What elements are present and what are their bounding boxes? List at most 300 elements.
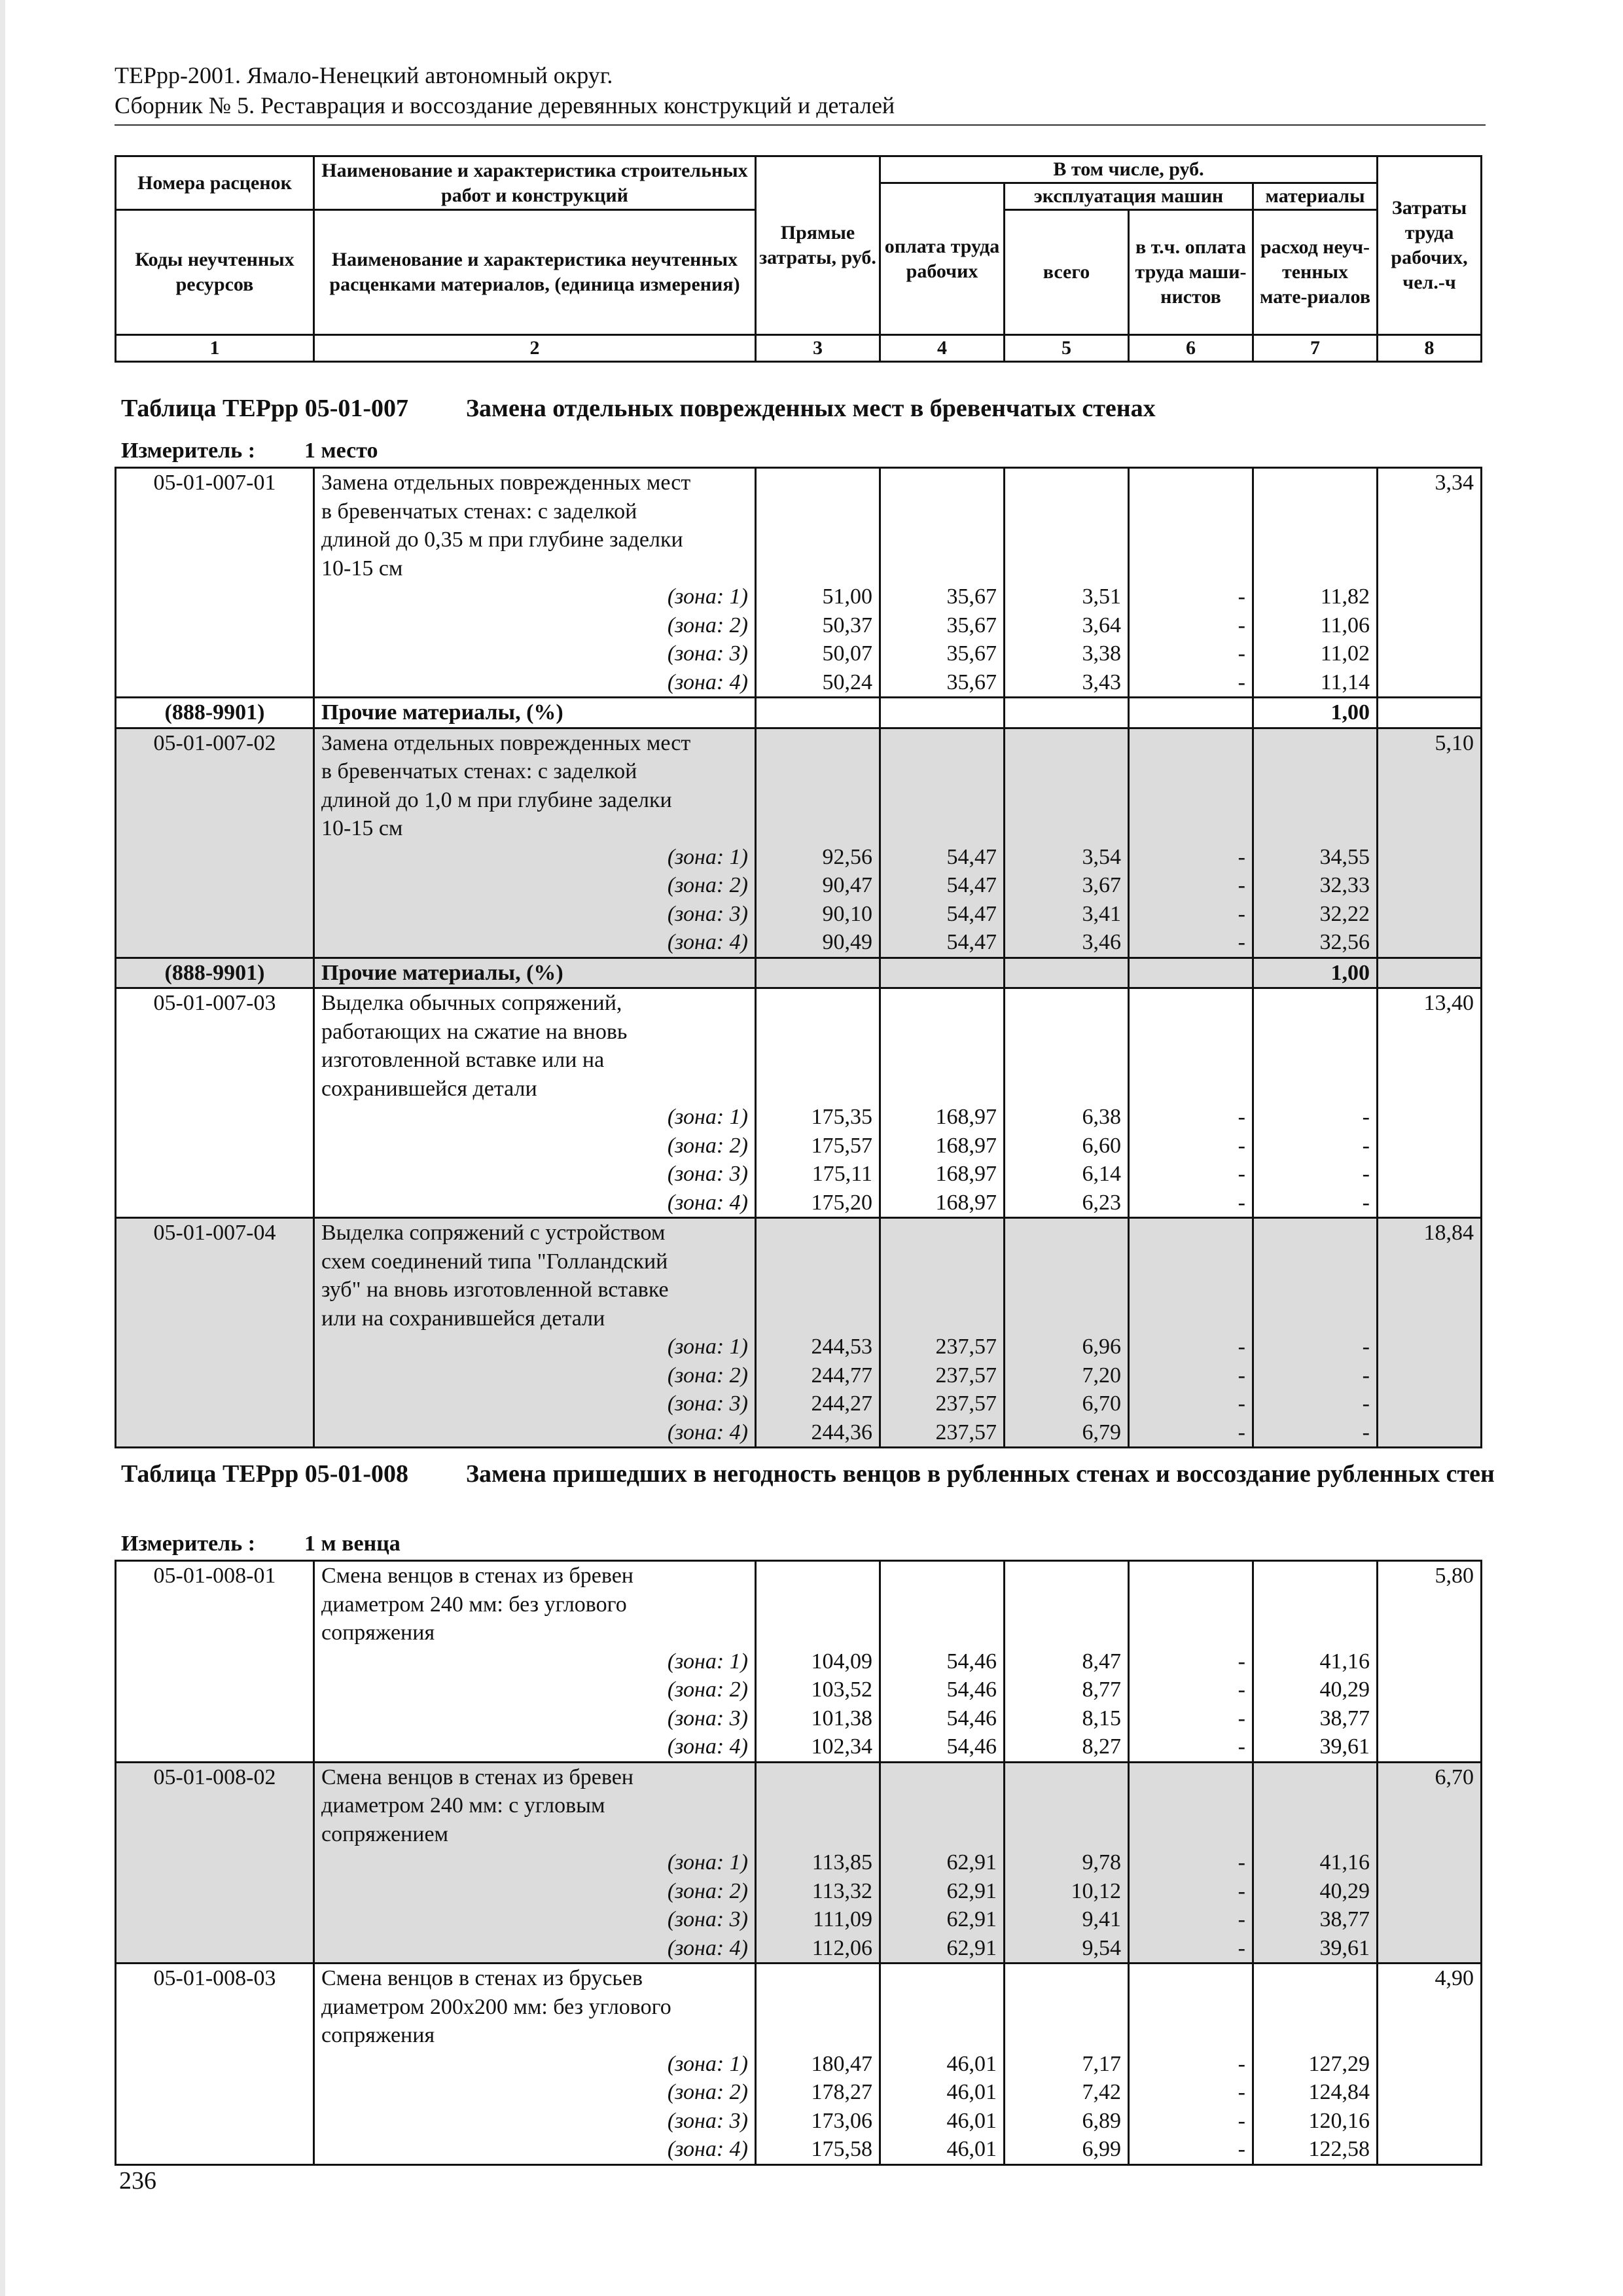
zone-direct-value: 50,24 (822, 670, 872, 694)
zone-direct-value: 175,20 (811, 1190, 872, 1215)
zone-wage-value: 35,67 (946, 670, 997, 694)
header-col-num-5: 5 (1005, 335, 1129, 362)
zone-label: (зона: 4) (667, 670, 748, 694)
labor-value: 18,84 (1423, 1221, 1474, 1245)
spacer (1012, 729, 1121, 843)
zone-direct-value: 175,11 (812, 1162, 872, 1186)
zone-mat-value: 38,77 (1319, 1907, 1370, 1931)
zone-mach-value: 3,67 (1082, 873, 1121, 897)
zone-label: (зона: 2) (667, 2080, 748, 2104)
zone-label: (зона: 2) (667, 1133, 748, 1158)
page-number: 236 (119, 2167, 156, 2195)
zone-label: (зона: 1) (667, 1105, 748, 1129)
rate-code-cell (116, 728, 314, 958)
description-line: сопряжения (321, 1621, 435, 1645)
rate-labor-cell (1378, 1218, 1482, 1448)
zone-direct-value: 244,36 (811, 1420, 872, 1444)
spacer (1012, 469, 1121, 583)
description-line: диаметром 200х200 мм: без углового (321, 1994, 671, 2019)
table-name: Замена отдельных поврежденных мест в бревенчатых стенах (466, 395, 1156, 422)
zone-mat-value: - (1362, 1190, 1370, 1215)
header-col-num-1: 1 (116, 335, 314, 362)
material-value: 1,00 (1330, 960, 1370, 985)
rate-code-cell (116, 1561, 314, 1763)
description-line: Смена венцов в стенах из брусьев (321, 1966, 643, 1990)
zone-mach-value: 9,41 (1082, 1907, 1121, 1931)
rate-description-cell (314, 1561, 756, 1763)
zone-mat-value: 34,55 (1319, 844, 1370, 869)
spacer (887, 1562, 997, 1647)
description-line: в бревенчатых стенах: с заделкой (321, 759, 637, 783)
rate-table (115, 467, 1482, 1448)
spacer (763, 729, 872, 843)
rate-mach-cell (1005, 988, 1129, 1218)
rate-direct-cell (756, 728, 880, 958)
spacer (1136, 1964, 1245, 2050)
zone-mat-value: - (1362, 1420, 1370, 1444)
zone-mach-value: 8,47 (1082, 1649, 1121, 1674)
zone-wage-value: 62,91 (946, 1878, 997, 1903)
zone-mwage-value: - (1238, 2051, 1245, 2076)
header-including: В том числе, руб. (880, 156, 1378, 183)
zone-mwage-value: - (1238, 1935, 1245, 1960)
zone-mat-value: 39,61 (1319, 1734, 1370, 1759)
rate-description-cell (314, 1762, 756, 1964)
zone-direct-value: 244,53 (811, 1335, 872, 1359)
zone-mach-value: 3,51 (1082, 584, 1121, 609)
zone-direct-value: 51,00 (822, 584, 872, 609)
rate-mwage-cell (1129, 1218, 1253, 1448)
zone-mach-value: 3,46 (1082, 930, 1121, 954)
zone-label: (зона: 1) (667, 2051, 748, 2076)
zone-mach-value: 6,89 (1082, 2108, 1121, 2133)
page-edge-shadow (0, 0, 5, 2296)
rate-wage-cell (880, 1964, 1005, 2165)
description-line: работающих на сжатие на вновь (321, 1019, 628, 1044)
measure-label: Измеритель : (121, 439, 256, 463)
zone-wage-value: 237,57 (935, 1363, 997, 1388)
zone-direct-value: 90,49 (822, 930, 872, 954)
empty-cell (1129, 958, 1253, 988)
material-name-cell (314, 698, 756, 728)
zone-mat-value: 124,84 (1308, 2080, 1370, 2104)
running-header (115, 60, 895, 120)
spacer (887, 1219, 997, 1333)
zone-mwage-value: - (1238, 1649, 1245, 1674)
rate-direct-cell (756, 1218, 880, 1448)
zone-mach-value: 6,60 (1082, 1133, 1121, 1158)
description-line: Смена венцов в стенах из бревен (321, 1765, 633, 1789)
zone-direct-value: 113,85 (812, 1850, 872, 1874)
rate-mach-cell (1005, 468, 1129, 698)
spacer (1012, 1964, 1121, 2050)
spacer (1260, 1219, 1370, 1333)
spacer (1136, 1763, 1245, 1849)
spacer (887, 729, 997, 843)
unaccounted-material-row (116, 958, 1482, 988)
zone-direct-value: 103,52 (811, 1677, 872, 1702)
zone-wage-value: 237,57 (935, 1420, 997, 1444)
column-header-table (115, 155, 1482, 363)
spacer (763, 1763, 872, 1849)
zone-mach-value: 6,38 (1082, 1105, 1121, 1129)
zone-wage-value: 54,46 (946, 1649, 997, 1674)
zone-wage-value: 168,97 (935, 1105, 997, 1129)
spacer (1012, 989, 1121, 1103)
spacer (1136, 989, 1245, 1103)
zone-wage-value: 168,97 (935, 1133, 997, 1158)
zone-direct-value: 111,09 (813, 1907, 872, 1931)
rate-labor-cell (1378, 1762, 1482, 1964)
zone-mwage-value: - (1238, 1420, 1245, 1444)
rate-code-cell (116, 988, 314, 1218)
rate-row (116, 1561, 1482, 1763)
spacer (1136, 1219, 1245, 1333)
rate-wage-cell (880, 988, 1005, 1218)
material-name-cell (314, 958, 756, 988)
zone-mwage-value: - (1238, 1105, 1245, 1129)
header-material-consumption: расход неуч-тенных мате-риалов (1253, 210, 1378, 335)
spacer (1260, 469, 1370, 583)
rate-mach-cell (1005, 1561, 1129, 1763)
zone-wage-value: 54,47 (946, 901, 997, 926)
rate-direct-cell (756, 1561, 880, 1763)
zone-mach-value: 3,54 (1082, 844, 1121, 869)
spacer (763, 1219, 872, 1333)
description-line: изготовленной вставке или на (321, 1048, 605, 1072)
empty-cell (1378, 958, 1482, 988)
table-code: Таблица ТЕРрр 05-01-007 (121, 395, 409, 422)
zone-wage-value: 35,67 (946, 584, 997, 609)
zone-mwage-value: - (1238, 670, 1245, 694)
zone-mat-value: 41,16 (1319, 1850, 1370, 1874)
zone-direct-value: 90,10 (822, 901, 872, 926)
zone-direct-value: 90,47 (822, 873, 872, 897)
material-value: 1,00 (1330, 700, 1370, 725)
zone-label: (зона: 1) (667, 1850, 748, 1874)
spacer (1260, 1763, 1370, 1849)
rate-description-cell (314, 988, 756, 1218)
spacer (887, 989, 997, 1103)
rate-mat-cell (1253, 1762, 1378, 1964)
rate-wage-cell (880, 1218, 1005, 1448)
zone-label: (зона: 4) (667, 1734, 748, 1759)
spacer (1260, 1964, 1370, 2050)
zone-direct-value: 50,07 (822, 641, 872, 666)
rate-row (116, 988, 1482, 1218)
description-line: Замена отдельных поврежденных мест (321, 471, 691, 495)
zone-wage-value: 62,91 (946, 1935, 997, 1960)
zone-label: (зона: 3) (667, 641, 748, 666)
zone-mat-value: 11,14 (1320, 670, 1370, 694)
zone-mwage-value: - (1238, 1677, 1245, 1702)
zone-mat-value: - (1362, 1105, 1370, 1129)
zone-wage-value: 46,01 (946, 2137, 997, 2161)
zone-mat-value: 40,29 (1319, 1677, 1370, 1702)
zone-mat-value: 11,02 (1320, 641, 1370, 666)
empty-cell (1005, 958, 1129, 988)
rate-wage-cell (880, 1561, 1005, 1763)
rate-mwage-cell (1129, 1561, 1253, 1763)
rate-labor-cell (1378, 468, 1482, 698)
zone-mat-value: 122,58 (1308, 2137, 1370, 2161)
spacer (1012, 1562, 1121, 1647)
zone-mwage-value: - (1238, 1706, 1245, 1731)
labor-value: 5,80 (1435, 1564, 1474, 1588)
zone-wage-value: 35,67 (946, 613, 997, 637)
labor-value: 3,34 (1435, 471, 1474, 495)
header-col-num-4: 4 (880, 335, 1005, 362)
zone-label: (зона: 3) (667, 2108, 748, 2133)
empty-cell (880, 698, 1005, 728)
measure-value: 1 место (304, 439, 378, 463)
empty-cell (756, 698, 880, 728)
spacer (1136, 1562, 1245, 1647)
labor-value: 5,10 (1435, 730, 1474, 755)
zone-wage-value: 46,01 (946, 2051, 997, 2076)
spacer (1012, 1219, 1121, 1333)
zone-label: (зона: 4) (667, 1190, 748, 1215)
zone-wage-value: 46,01 (946, 2080, 997, 2104)
rate-mat-cell (1253, 988, 1378, 1218)
description-line: сохранившейся детали (321, 1076, 537, 1101)
rate-mwage-cell (1129, 1964, 1253, 2165)
zone-direct-value: 112,06 (812, 1935, 872, 1960)
zone-mach-value: 7,17 (1082, 2051, 1121, 2076)
header-col-num-8: 8 (1378, 335, 1482, 362)
rate-mwage-cell (1129, 728, 1253, 958)
zone-mat-value: 41,16 (1319, 1649, 1370, 1674)
rate-direct-cell (756, 988, 880, 1218)
zone-label: (зона: 3) (667, 1706, 748, 1731)
rate-mach-cell (1005, 728, 1129, 958)
spacer (763, 1964, 872, 2050)
rate-code: 05-01-007-04 (153, 1221, 276, 1245)
zone-mat-value: - (1362, 1335, 1370, 1359)
rate-description-cell (314, 468, 756, 698)
labor-value: 4,90 (1435, 1966, 1474, 1990)
zone-label: (зона: 2) (667, 613, 748, 637)
rate-direct-cell (756, 468, 880, 698)
description-line: сопряжением (321, 1821, 449, 1846)
description-line: в бревенчатых стенах: с заделкой (321, 499, 637, 524)
rate-labor-cell (1378, 1964, 1482, 2165)
zone-mach-value: 6,14 (1082, 1162, 1121, 1186)
zone-direct-value: 175,57 (811, 1133, 872, 1158)
material-code-cell (116, 958, 314, 988)
zone-wage-value: 62,91 (946, 1907, 997, 1931)
table-name: Замена пришедших в негодность венцов в рубленных стенах и воссоздание рубленных стен (466, 1460, 1495, 1488)
measure-label: Измеритель : (121, 1532, 256, 1556)
zone-direct-value: 102,34 (811, 1734, 872, 1759)
zone-mach-value: 6,70 (1082, 1391, 1121, 1416)
material-value-cell (1253, 958, 1378, 988)
spacer (1260, 729, 1370, 843)
zone-label: (зона: 1) (667, 584, 748, 609)
material-code-cell (116, 698, 314, 728)
zone-mwage-value: - (1238, 901, 1245, 926)
rate-table (115, 1560, 1482, 2166)
rate-mwage-cell (1129, 1762, 1253, 1964)
zone-direct-value: 50,37 (822, 613, 872, 637)
zone-mwage-value: - (1238, 584, 1245, 609)
rate-row (116, 1762, 1482, 1964)
zone-mwage-value: - (1238, 613, 1245, 637)
zone-mach-value: 6,99 (1082, 2137, 1121, 2161)
zone-wage-value: 237,57 (935, 1335, 997, 1359)
measure-value: 1 м венца (304, 1532, 401, 1556)
rate-mat-cell (1253, 1218, 1378, 1448)
header-labor-costs: Затраты труда рабочих, чел.-ч (1378, 156, 1482, 335)
description-line: 10-15 см (321, 556, 403, 581)
zone-mach-value: 8,27 (1082, 1734, 1121, 1759)
zone-mat-value: 32,56 (1319, 930, 1370, 954)
spacer (763, 469, 872, 583)
zone-wage-value: 35,67 (946, 641, 997, 666)
zone-direct-value: 173,06 (811, 2108, 872, 2133)
rate-code-cell (116, 1964, 314, 2165)
rate-code: 05-01-008-03 (153, 1966, 276, 1990)
material-value-cell (1253, 698, 1378, 728)
running-header-line-2: Сборник № 5. Реставрация и воссоздание деревянных конструкций и деталей (115, 92, 895, 118)
header-col-num-6: 6 (1129, 335, 1253, 362)
zone-mwage-value: - (1238, 1133, 1245, 1158)
header-machines-total: всего (1005, 210, 1129, 335)
zone-mwage-value: - (1238, 2137, 1245, 2161)
zone-mach-value: 3,41 (1082, 901, 1121, 926)
empty-cell (1005, 698, 1129, 728)
rate-code: 05-01-008-02 (153, 1765, 276, 1789)
zone-mat-value: - (1362, 1133, 1370, 1158)
zone-mach-value: 3,64 (1082, 613, 1121, 637)
zone-label: (зона: 4) (667, 1420, 748, 1444)
zone-mat-value: - (1362, 1162, 1370, 1186)
description-line: длиной до 0,35 м при глубине заделки (321, 528, 683, 552)
zone-mat-value: 127,29 (1308, 2051, 1370, 2076)
rate-labor-cell (1378, 728, 1482, 958)
header-col-num-2: 2 (314, 335, 756, 362)
zone-mach-value: 6,23 (1082, 1190, 1121, 1215)
zone-mach-value: 7,42 (1082, 2080, 1121, 2104)
zone-label: (зона: 4) (667, 2137, 748, 2161)
material-name: Прочие материалы, (%) (321, 960, 563, 985)
zone-mat-value: 120,16 (1308, 2108, 1370, 2133)
rate-mat-cell (1253, 728, 1378, 958)
zone-label: (зона: 2) (667, 1363, 748, 1388)
zone-wage-value: 54,46 (946, 1734, 997, 1759)
zone-label: (зона: 1) (667, 1649, 748, 1674)
material-code: (888-9901) (164, 700, 265, 725)
zone-label: (зона: 4) (667, 1935, 748, 1960)
rate-code: 05-01-008-01 (153, 1564, 276, 1588)
zone-mach-value: 10,12 (1071, 1878, 1121, 1903)
zone-label: (зона: 2) (667, 873, 748, 897)
spacer (763, 989, 872, 1103)
rate-wage-cell (880, 728, 1005, 958)
description-line: сопряжения (321, 2023, 435, 2047)
rate-description-cell (314, 1218, 756, 1448)
header-machinist-wages: в т.ч. оплата труда маши-нистов (1129, 210, 1253, 335)
rate-mach-cell (1005, 1218, 1129, 1448)
zone-mat-value: - (1362, 1363, 1370, 1388)
rate-code: 05-01-007-03 (153, 991, 276, 1015)
zone-mwage-value: - (1238, 844, 1245, 869)
zone-label: (зона: 2) (667, 1677, 748, 1702)
rate-description-cell (314, 1964, 756, 2165)
rate-wage-cell (880, 1762, 1005, 1964)
zone-wage-value: 168,97 (935, 1162, 997, 1186)
header-material-name: Наименование и характеристика неучтенных расценками материалов, (единица измерения) (314, 210, 756, 335)
empty-cell (1129, 698, 1253, 728)
zone-mach-value: 8,77 (1082, 1677, 1121, 1702)
table-measure (121, 437, 378, 465)
spacer (1260, 1562, 1370, 1647)
zone-label: (зона: 3) (667, 1391, 748, 1416)
header-materials: материалы (1253, 183, 1378, 210)
table-measure (121, 1530, 401, 1558)
rate-code: 05-01-007-01 (153, 471, 276, 495)
material-code: (888-9901) (164, 960, 265, 985)
zone-wage-value: 54,46 (946, 1706, 997, 1731)
zone-mat-value: 32,33 (1319, 873, 1370, 897)
zone-mach-value: 9,78 (1082, 1850, 1121, 1874)
zone-label: (зона: 1) (667, 844, 748, 869)
zone-wage-value: 46,01 (946, 2108, 997, 2133)
zone-direct-value: 178,27 (811, 2080, 872, 2104)
zone-mwage-value: - (1238, 1162, 1245, 1186)
zone-direct-value: 92,56 (822, 844, 872, 869)
zone-label: (зона: 3) (667, 1162, 748, 1186)
empty-cell (1378, 698, 1482, 728)
rate-code-cell (116, 1218, 314, 1448)
running-header-line-1: ТЕРрр-2001. Ямало-Ненецкий автономный округ. (115, 62, 613, 88)
rate-row (116, 1964, 1482, 2165)
header-machine-operation: эксплуатация машин (1005, 183, 1253, 210)
spacer (1136, 469, 1245, 583)
table-code: Таблица ТЕРрр 05-01-008 (121, 1460, 409, 1488)
zone-wage-value: 237,57 (935, 1391, 997, 1416)
description-line: 10-15 см (321, 816, 403, 840)
zone-wage-value: 168,97 (935, 1190, 997, 1215)
zone-wage-value: 62,91 (946, 1850, 997, 1874)
zone-mwage-value: - (1238, 873, 1245, 897)
zone-direct-value: 101,38 (811, 1706, 872, 1731)
spacer (887, 1964, 997, 2050)
zone-mwage-value: - (1238, 1850, 1245, 1874)
description-line: или на сохранившейся детали (321, 1306, 605, 1331)
spacer (763, 1562, 872, 1647)
unaccounted-material-row (116, 698, 1482, 728)
zone-mwage-value: - (1238, 1734, 1245, 1759)
zone-mat-value: 40,29 (1319, 1878, 1370, 1903)
zone-mach-value: 9,54 (1082, 1935, 1121, 1960)
description-line: Замена отдельных поврежденных мест (321, 730, 691, 755)
zone-wage-value: 54,46 (946, 1677, 997, 1702)
empty-cell (756, 958, 880, 988)
header-worker-wages: оплата труда рабочих (880, 183, 1005, 335)
material-name: Прочие материалы, (%) (321, 700, 563, 725)
rate-mach-cell (1005, 1762, 1129, 1964)
zone-mwage-value: - (1238, 930, 1245, 954)
rate-code: 05-01-007-02 (153, 730, 276, 755)
description-line: диаметром 240 мм: с угловым (321, 1793, 605, 1818)
zone-direct-value: 244,77 (811, 1363, 872, 1388)
rate-row (116, 728, 1482, 958)
rate-mwage-cell (1129, 988, 1253, 1218)
zone-mwage-value: - (1238, 1335, 1245, 1359)
rate-direct-cell (756, 1762, 880, 1964)
rate-labor-cell (1378, 988, 1482, 1218)
